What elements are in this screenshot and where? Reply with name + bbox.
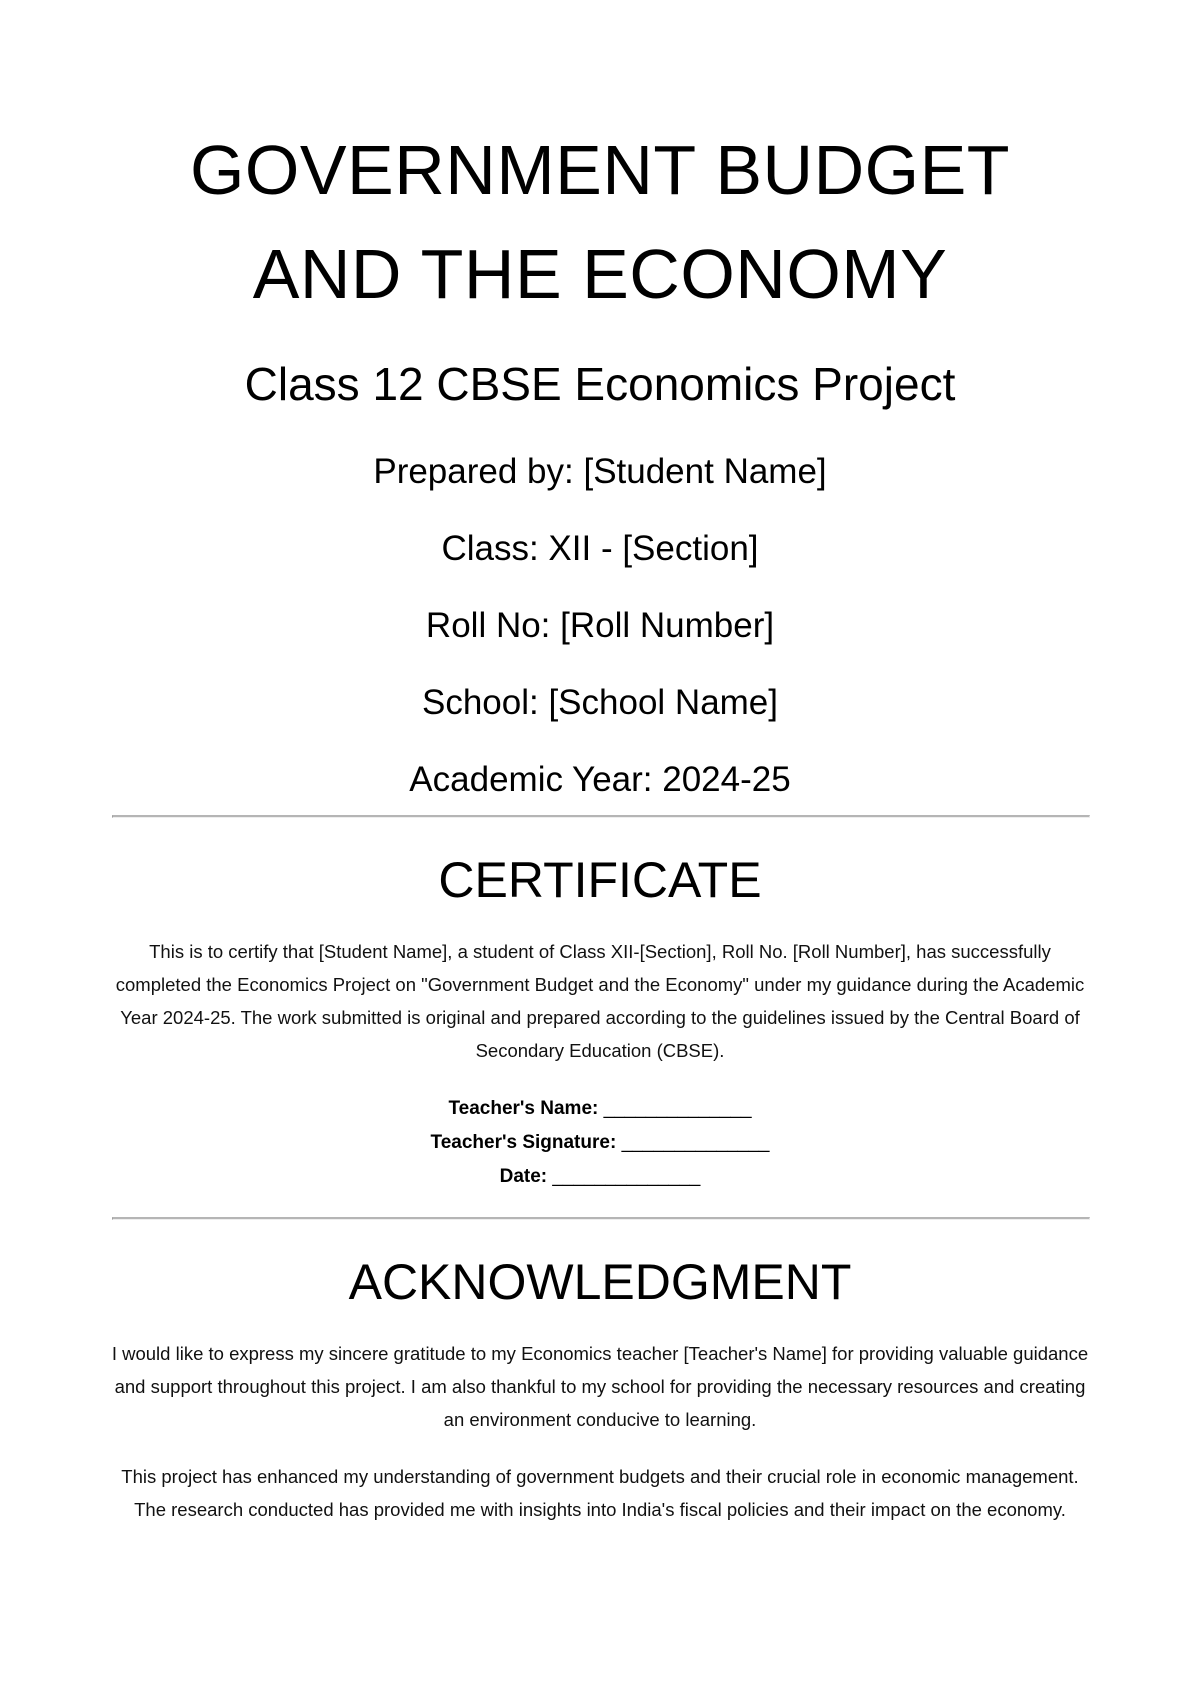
academic-year-line: Academic Year: 2024-25: [409, 760, 791, 799]
teacher-name-line: [0, 1092, 1200, 1126]
section-divider: [112, 815, 1090, 818]
teacher-name-label: Teacher's Name:: [448, 1098, 599, 1119]
school-line: School: [School Name]: [421, 683, 778, 722]
prepared-by-line: Prepared by: [Student Name]: [373, 452, 827, 491]
teacher-signature-line: [0, 1126, 1200, 1160]
teacher-signature-blank: ______________: [621, 1132, 770, 1153]
teacher-signature-label: Teacher's Signature:: [430, 1132, 617, 1153]
project-title-line-1: GOVERNMENT BUDGET: [189, 131, 1011, 209]
project-title-line-2: AND THE ECONOMY: [252, 235, 948, 313]
roll-number-line: Roll No: [Roll Number]: [425, 606, 775, 645]
acknowledgment-heading: ACKNOWLEDGMENT: [348, 1254, 852, 1310]
project-subtitle: Class 12 CBSE Economics Project: [244, 358, 956, 410]
class-line: Class: XII - [Section]: [441, 529, 759, 568]
acknowledgment-paragraph-2: This project has enhanced my understanding of government budgets and their crucial role in economic management. The research conducted has provided me with insights into India's fiscal policies and their impact on the economy.: [121, 1466, 1079, 1520]
date-line: [0, 1160, 1200, 1194]
certificate-body: This is to certify that [Student Name], a student of Class XII-[Section], Roll No. [Roll Number], has successfully completed the Economics Project on "Government Budget and the Economy" under my guidance during the Academic Year 2024-25. The work submitted is original and prepared according to the guidelines issued by the Central Board of Secondary Education (CBSE).: [115, 941, 1085, 1061]
certificate-heading: CERTIFICATE: [438, 852, 762, 908]
teacher-name-blank: ______________: [603, 1098, 752, 1119]
acknowledgment-paragraph-1: I would like to express my sincere gratitude to my Economics teacher [Teacher's Name] for providing valuable guidance and support throughout this project. I am also thankful to my school for providing the necessary resources and creating an environment conducive to learning.: [111, 1343, 1089, 1430]
project-title: [0, 118, 1200, 326]
date-blank: ______________: [552, 1166, 701, 1187]
date-label: Date:: [499, 1166, 548, 1187]
section-divider: [112, 1217, 1090, 1220]
